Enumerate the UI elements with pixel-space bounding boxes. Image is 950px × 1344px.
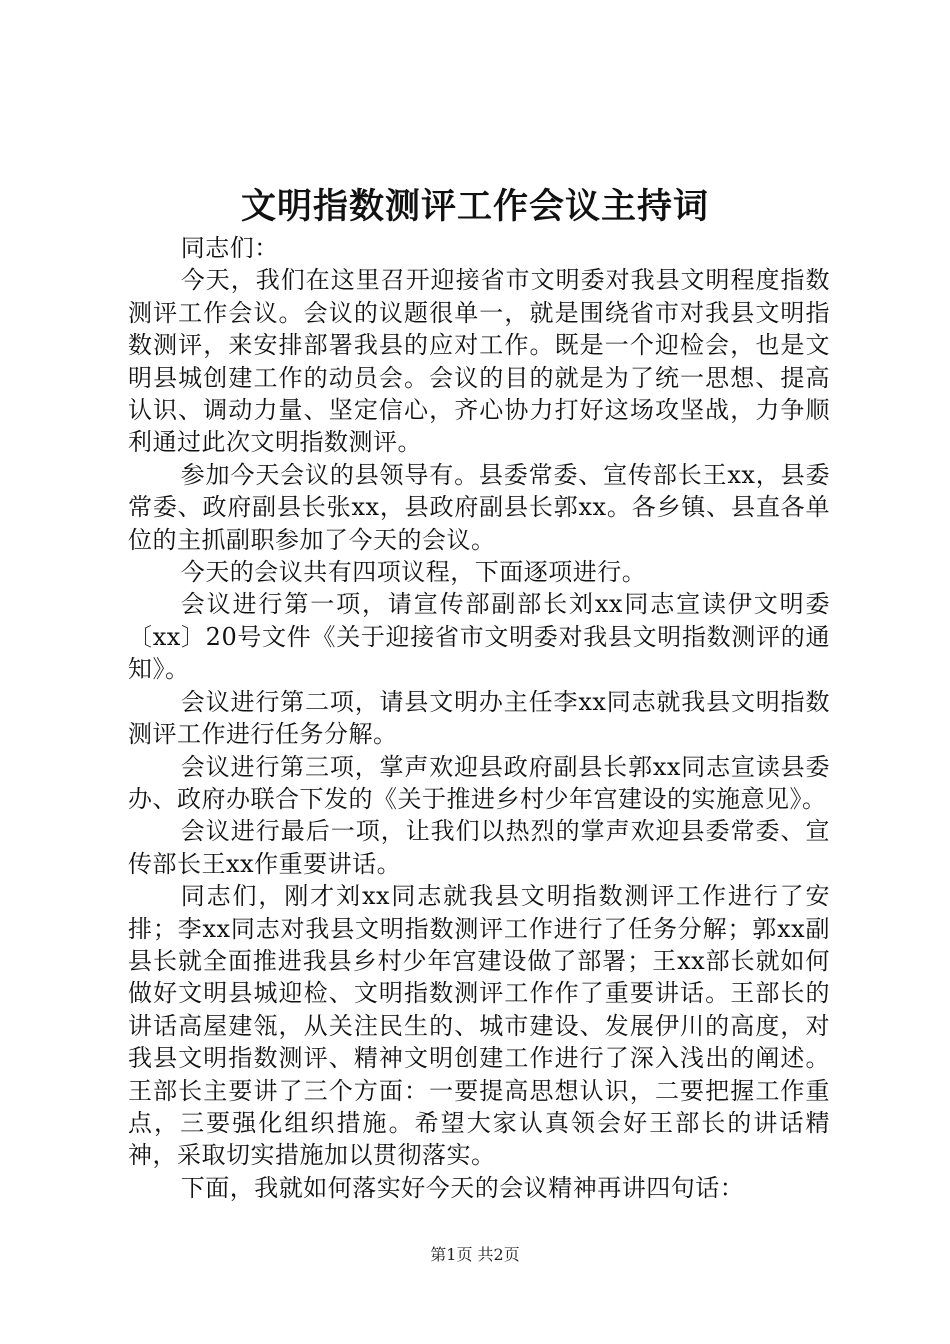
- paragraph-agenda: 今天的会议共有四项议程，下面逐项进行。: [180, 558, 647, 587]
- document-title: 文明指数测评工作会议主持词: [240, 186, 709, 227]
- paragraph-summary: 同志们，刚才刘xx同志就我县文明指数测评工作进行了安排；李xx同志对我县文明指数测评工作进行了任务分解；郭xx副县长就全面推进我县乡村少年宫建设做了部署；王xx部长就如何做好文明县城迎检、文明指数测评工作作了重要讲话。王部长的讲话高屋建瓴，从关注民生的、城市建设、发展伊川的高度，对我县文明指数测评、精神文明创建工作进行了深入浅出的阐述。王部长主要讲了三个方面：一要提高思想认识，二要把握工作重点，三要强化组织措施。希望大家认真领会好王部长的讲话精神，采取切实措施加以贯彻落实。: [128, 882, 830, 1170]
- paragraph-opening: 今天，我们在这里召开迎接省市文明委对我县文明程度指数测评工作会议。会议的议题很单一，就是围绕省市对我县文明指数测评，来安排部署我县的应对工作。既是一个迎检会，也是文明县城创建工作的动员会。会议的目的就是为了统一思想、提高认识、调动力量、坚定信心，齐心协力打好这场攻坚战，力争顺利通过此次文明指数测评。: [128, 266, 830, 457]
- paragraph-salutation: 同志们：: [180, 234, 279, 262]
- paragraph-item-1: 会议进行第一项，请宣传部副部长刘xx同志宣读伊文明委〔xx〕20号文件《关于迎接省市文明委对我县文明指数测评的通知》。: [128, 590, 830, 684]
- document-body: [128, 232, 830, 1204]
- page-footer: 第1页 共2页: [430, 1245, 520, 1264]
- paragraph-closing: 下面，我就如何落实好今天的会议精神再讲四句话：: [180, 1173, 745, 1202]
- paragraph-item-3: 会议进行第三项，掌声欢迎县政府副县长郭xx同志宣读县委办、政府办联合下发的《关于推进乡村少年宫建设的实施意见》。: [128, 752, 830, 813]
- paragraph-item-4: 会议进行最后一项，让我们以热烈的掌声欢迎县委常委、宣传部长王xx作重要讲话。: [128, 817, 830, 878]
- paragraph-attendees: 参加今天会议的县领导有。县委常委、宣传部长王xx，县委常委、政府副县长张xx，县政府副县长郭xx。各乡镇、县直各单位的主抓副职参加了今天的会议。: [128, 460, 830, 554]
- paragraph-item-2: 会议进行第二项，请县文明办主任李xx同志就我县文明指数测评工作进行任务分解。: [128, 687, 830, 749]
